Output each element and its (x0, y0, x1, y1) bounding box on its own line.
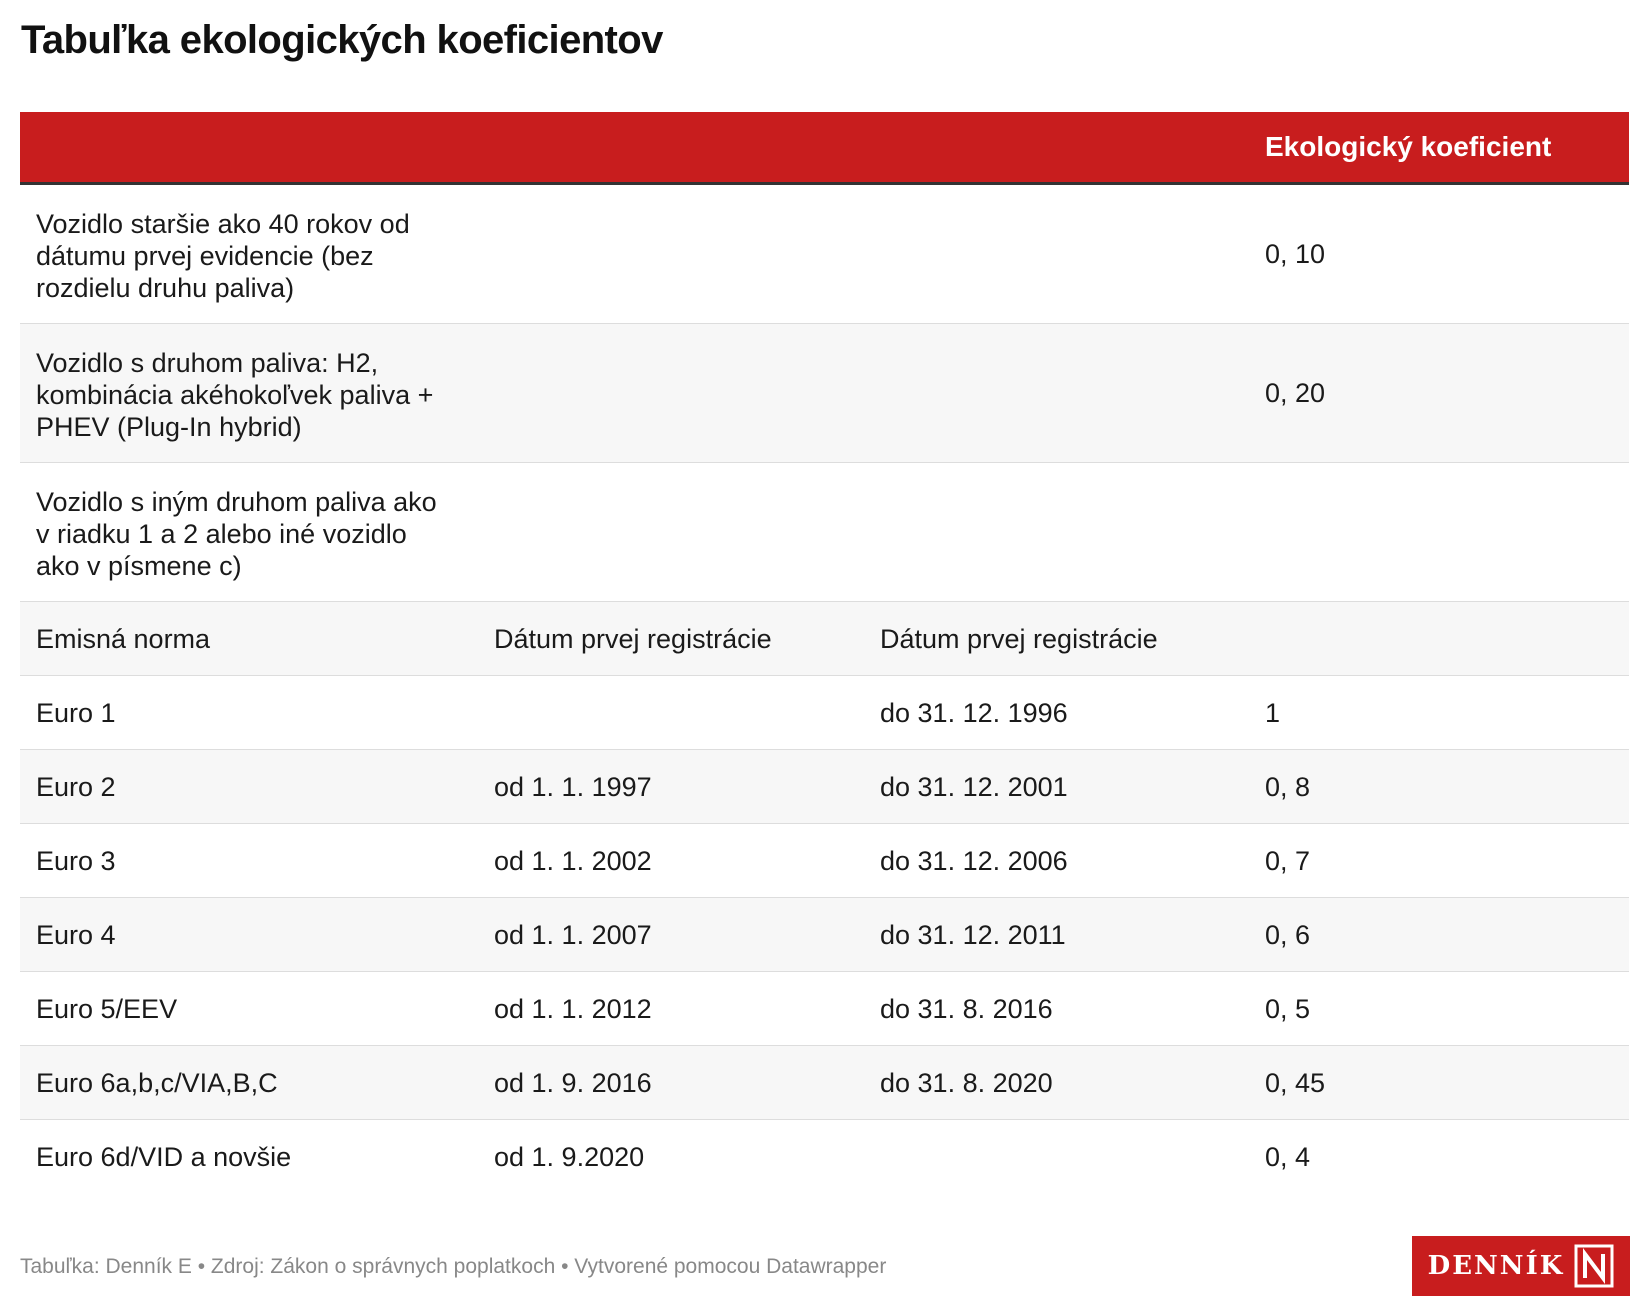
row-date-from: od 1. 9. 2016 (494, 1067, 652, 1098)
row-coefficient: 0, 10 (1265, 239, 1326, 269)
row-label: Emisná norma (36, 623, 211, 654)
row-label: Euro 6a,b,c/VIA,B,C (36, 1067, 278, 1098)
row-date-from: od 1. 9.2020 (494, 1142, 645, 1172)
table-row (20, 463, 1629, 602)
header-ekologicky-koeficient: Ekologický koeficient (1265, 131, 1552, 162)
row-date-from: od 1. 1. 2007 (494, 919, 652, 950)
row-date-to: do 31. 8. 2020 (880, 1067, 1053, 1098)
row-date-from (494, 463, 854, 601)
dennik-n-logo[interactable] (1412, 1236, 1630, 1296)
row-coefficient: 0, 6 (1265, 919, 1311, 950)
row-label: Vozidlo staršie ako 40 rokov od dátumu prvej evidencie (bez rozdielu druhu paliva) (36, 209, 410, 303)
page-title: Tabuľka ekologických koeficientov (21, 18, 663, 62)
row-date-to (880, 185, 1240, 323)
source-footnote: Tabuľka: Denník E • Zdroj: Zákon o správnych poplatkoch • Vytvorené pomocou Datawrapper (20, 1255, 887, 1278)
table-row (20, 185, 1629, 324)
row-coefficient: 0, 8 (1265, 771, 1311, 802)
table-row (20, 1046, 1629, 1120)
row-date-from: od 1. 1. 2002 (494, 845, 652, 876)
row-coefficient: 0, 4 (1265, 1142, 1311, 1172)
row-date-to (880, 1120, 1240, 1194)
row-coefficient (1265, 463, 1605, 601)
logo-wordmark: DENNÍK (1427, 1251, 1565, 1281)
row-date-from: Dátum prvej registrácie (494, 623, 772, 654)
row-coefficient: 0, 5 (1265, 993, 1311, 1024)
row-label: Euro 2 (36, 771, 116, 802)
row-date-to: do 31. 12. 2006 (880, 845, 1068, 876)
row-date-from: od 1. 1. 2012 (494, 993, 652, 1024)
row-date-to: do 31. 12. 2001 (880, 771, 1068, 802)
row-date-to: do 31. 8. 2016 (880, 993, 1053, 1024)
table-row (20, 898, 1629, 972)
row-label: Vozidlo s iným druhom paliva ako v riadku 1 a 2 alebo iné vozidlo ako v písmene c) (36, 487, 437, 581)
row-label: Euro 5/EEV (36, 993, 178, 1024)
row-date-to: do 31. 12. 1996 (880, 697, 1068, 728)
table-row (20, 676, 1629, 750)
denník-n-logo-icon (1574, 1244, 1614, 1288)
coefficient-table (20, 112, 1629, 1194)
row-coefficient: 0, 20 (1265, 378, 1326, 408)
table-row (20, 324, 1629, 463)
table-header (20, 112, 1629, 185)
table-row (20, 972, 1629, 1046)
table-row (20, 1120, 1629, 1194)
row-coefficient (1265, 602, 1605, 675)
row-coefficient: 0, 45 (1265, 1067, 1326, 1098)
table-row (20, 824, 1629, 898)
row-date-to: Dátum prvej registrácie (880, 623, 1158, 654)
row-label: Euro 4 (36, 919, 116, 950)
row-date-from (494, 676, 854, 749)
row-date-from: od 1. 1. 1997 (494, 771, 652, 802)
table-row (20, 750, 1629, 824)
row-label: Vozidlo s druhom paliva: H2, kombinácia akéhokoľvek paliva + PHEV (Plug-In hybrid) (36, 348, 434, 442)
row-date-from (494, 324, 854, 462)
row-label: Euro 3 (36, 845, 116, 876)
row-date-from (494, 185, 854, 323)
table-row (20, 602, 1629, 676)
row-date-to (880, 463, 1240, 601)
row-date-to: do 31. 12. 2011 (880, 919, 1066, 950)
row-coefficient: 0, 7 (1265, 845, 1311, 876)
row-coefficient: 1 (1265, 697, 1281, 728)
row-date-to (880, 324, 1240, 462)
row-label: Euro 1 (36, 697, 116, 728)
row-label: Euro 6d/VID a novšie (36, 1142, 292, 1172)
